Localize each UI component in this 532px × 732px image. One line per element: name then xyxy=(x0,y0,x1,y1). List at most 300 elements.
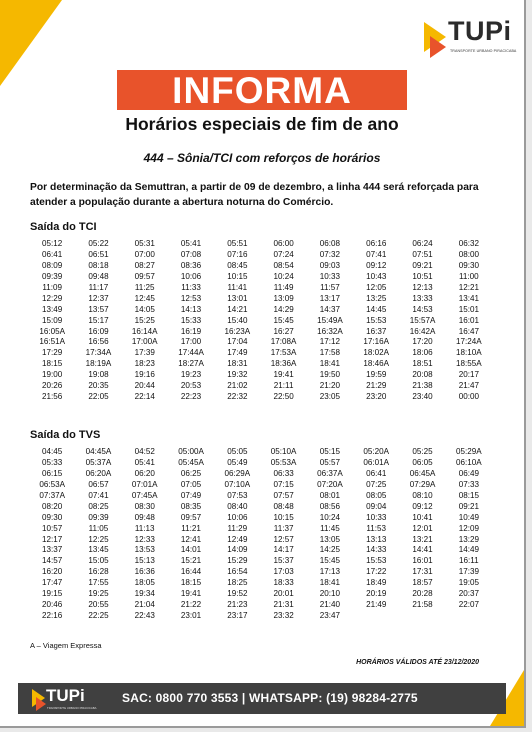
departure-time: 16:27 xyxy=(273,326,294,336)
departure-time: 18:51 xyxy=(412,359,433,369)
departure-time: 16:01 xyxy=(412,556,433,566)
departure-time: 21:47 xyxy=(458,381,479,391)
departure-time: 22:16 xyxy=(42,611,63,621)
departure-time: 15:21 xyxy=(180,556,202,566)
departure-time: 00:00 xyxy=(458,392,479,402)
departure-time: 05:29A xyxy=(455,447,482,456)
schedule-grid-tci xyxy=(29,239,492,403)
departure-time: 07:49 xyxy=(180,490,202,500)
departure-time: 09:57 xyxy=(180,512,202,522)
departure-time: 13:13 xyxy=(366,534,387,544)
departure-time: 13:53 xyxy=(134,545,155,555)
departure-time: 18:10A xyxy=(455,348,482,358)
departure-time: 14:45 xyxy=(366,304,387,314)
departure-time: 05:33 xyxy=(42,457,63,467)
departure-time: 09:21 xyxy=(458,501,479,511)
departure-time: 13:33 xyxy=(412,293,433,303)
departure-time: 05:49 xyxy=(227,457,248,467)
departure-time: 15:13 xyxy=(134,556,155,566)
departure-time: 07:41 xyxy=(366,249,387,259)
departure-time: 17:53A xyxy=(270,348,297,358)
departure-time: 23:05 xyxy=(319,392,341,402)
footer-bar xyxy=(18,683,506,714)
logo-wordmark: TUPi xyxy=(448,16,512,46)
departure-time: 09:30 xyxy=(458,260,479,270)
departure-time: 17:20 xyxy=(412,337,433,347)
departure-time: 18:23 xyxy=(134,359,155,369)
departure-time: 18:19A xyxy=(85,359,112,369)
departure-time: 11:17 xyxy=(88,282,109,292)
departure-time: 16:09 xyxy=(88,326,109,336)
departure-time: 23:40 xyxy=(412,392,433,402)
departure-time: 14:25 xyxy=(319,545,341,555)
departure-time: 10:41 xyxy=(412,512,433,522)
departure-time: 04:45 xyxy=(42,447,63,456)
departure-time: 05:53A xyxy=(270,457,297,467)
departure-time: 12:01 xyxy=(412,523,433,533)
departure-time: 09:04 xyxy=(366,501,387,511)
departure-time: 06:33 xyxy=(273,468,294,478)
logo-tagline: TRANSPORTE URBANO PIRACICABA xyxy=(450,49,517,53)
departure-time: 23:32 xyxy=(273,611,294,621)
departure-time: 19:08 xyxy=(88,370,109,380)
departure-time: 17:16A xyxy=(363,337,390,347)
departure-time: 10:49 xyxy=(458,512,479,522)
departure-time: 12:13 xyxy=(412,282,433,292)
departure-time: 21:58 xyxy=(412,600,433,610)
departure-time: 18:06 xyxy=(412,348,433,358)
departure-time: 07:51 xyxy=(412,249,433,259)
departure-time: 20:10 xyxy=(319,589,341,599)
departure-time: 07:25 xyxy=(366,479,387,489)
departure-time: 08:48 xyxy=(273,501,294,511)
departure-time: 11:41 xyxy=(227,282,248,292)
departure-time: 22:14 xyxy=(134,392,155,402)
departure-time: 07:20A xyxy=(317,479,343,489)
departure-time: 07:45A xyxy=(131,490,158,500)
departure-time: 15:09 xyxy=(42,315,63,325)
departure-time: 05:45A xyxy=(178,457,204,467)
departure-time: 16:54 xyxy=(227,567,248,577)
departure-time: 18:05 xyxy=(134,578,155,588)
departure-time: 17:31 xyxy=(412,567,433,577)
departure-time: 15:17 xyxy=(88,315,109,325)
departure-time: 11:09 xyxy=(42,282,62,292)
departure-time: 17:04 xyxy=(227,337,248,347)
departure-time: 17:03 xyxy=(273,567,294,577)
departure-time: 19:50 xyxy=(319,370,341,380)
departure-time: 06:00 xyxy=(273,239,294,248)
departure-time: 15:45 xyxy=(273,315,294,325)
departure-time: 20:19 xyxy=(366,589,387,599)
departure-time: 18:41 xyxy=(319,359,341,369)
departure-time: 15:53 xyxy=(366,556,387,566)
departure-time: 10:24 xyxy=(319,512,341,522)
departure-time: 06:32 xyxy=(458,239,479,248)
departure-time: 08:20 xyxy=(42,501,63,511)
departure-time: 15:49A xyxy=(317,315,343,325)
departure-time: 07:15 xyxy=(273,479,294,489)
departure-time: 15:45 xyxy=(319,556,341,566)
departure-time: 17:44A xyxy=(178,348,204,358)
departure-time: 17:29 xyxy=(42,348,63,358)
departure-time: 20:01 xyxy=(273,589,294,599)
departure-time: 18:41 xyxy=(319,578,341,588)
departure-time: 20:17 xyxy=(458,370,479,380)
departure-time: 21:22 xyxy=(180,600,202,610)
departure-time: 10:33 xyxy=(319,271,341,281)
departure-time: 16:47 xyxy=(458,326,479,336)
departure-time: 12:57 xyxy=(273,534,294,544)
departure-time: 15:57A xyxy=(409,315,436,325)
departure-time: 22:50 xyxy=(273,392,294,402)
departure-time: 19:16 xyxy=(134,370,155,380)
departure-time: 11:13 xyxy=(134,523,155,533)
departure-time: 21:11 xyxy=(273,381,294,391)
departure-time: 12:25 xyxy=(88,534,109,544)
departure-time: 06:01A xyxy=(363,457,390,467)
departure-time: 13:45 xyxy=(88,545,109,555)
section-title-tvs: Saída do TVS xyxy=(30,429,101,441)
departure-time: 09:57 xyxy=(134,271,155,281)
departure-time: 09:12 xyxy=(366,260,387,270)
departure-time: 11:33 xyxy=(181,282,201,292)
departure-time: 08:09 xyxy=(42,260,63,270)
departure-time: 16:44 xyxy=(180,567,202,577)
informa-banner: INFORMA xyxy=(117,70,407,110)
departure-time: 08:40 xyxy=(227,501,248,511)
footer-logo-tagline: TRANSPORTE URBANO PIRACICABA xyxy=(47,706,97,710)
departure-time: 12:29 xyxy=(42,293,63,303)
departure-time: 07:08 xyxy=(180,249,202,259)
departure-time: 16:14A xyxy=(131,326,158,336)
departure-time: 08:15 xyxy=(458,490,479,500)
departure-time: 11:25 xyxy=(134,282,155,292)
departure-time: 13:09 xyxy=(273,293,294,303)
departure-time: 16:42A xyxy=(409,326,436,336)
departure-time: 11:05 xyxy=(88,523,109,533)
departure-time: 05:12 xyxy=(42,239,63,248)
departure-time: 08:25 xyxy=(88,501,109,511)
departure-time: 14:21 xyxy=(227,304,248,314)
departure-time: 14:49 xyxy=(458,545,479,555)
departure-time: 18:25 xyxy=(227,578,248,588)
departure-time: 17:13 xyxy=(319,567,341,577)
departure-time: 11:00 xyxy=(458,271,479,281)
departure-time: 07:41 xyxy=(88,490,109,500)
departure-time: 13:25 xyxy=(366,293,387,303)
departure-time: 14:17 xyxy=(273,545,294,555)
departure-time: 21:38 xyxy=(412,381,433,391)
departure-time: 19:32 xyxy=(227,370,248,380)
departure-time: 14:37 xyxy=(319,304,341,314)
footer-contact: SAC: 0800 770 3553 | WHATSAPP: (19) 98284-2775 xyxy=(122,691,418,705)
departure-time: 15:01 xyxy=(458,304,479,314)
yellow-corner-top-left xyxy=(0,0,62,86)
departure-time: 12:53 xyxy=(180,293,202,303)
departure-time: 05:41 xyxy=(134,457,155,467)
departure-time: 16:01 xyxy=(458,315,479,325)
departure-time: 17:00A xyxy=(131,337,158,347)
departure-time: 22:32 xyxy=(227,392,248,402)
departure-time: 06:53A xyxy=(39,479,65,489)
departure-time: 06:25 xyxy=(180,468,202,478)
departure-time: 08:30 xyxy=(134,501,155,511)
departure-time: 18:49 xyxy=(366,578,387,588)
departure-time: 23:20 xyxy=(366,392,387,402)
departure-time: 18:36A xyxy=(270,359,297,369)
departure-time: 19:05 xyxy=(458,578,479,588)
departure-time: 07:16 xyxy=(227,249,248,259)
departure-time: 10:15 xyxy=(227,271,248,281)
departure-time: 06:37A xyxy=(317,468,343,478)
departure-time: 06:15 xyxy=(42,468,63,478)
departure-time: 13:41 xyxy=(458,293,479,303)
departure-time: 11:57 xyxy=(320,282,340,292)
departure-time: 08:05 xyxy=(366,490,387,500)
departure-time: 21:40 xyxy=(319,600,341,610)
departure-time: 10:57 xyxy=(42,523,63,533)
departure-time: 08:54 xyxy=(273,260,294,270)
departure-time: 13:57 xyxy=(88,304,109,314)
departure-time: 18:57 xyxy=(412,578,433,588)
departure-time: 18:15 xyxy=(180,578,202,588)
departure-time: 22:05 xyxy=(88,392,109,402)
departure-time: 09:39 xyxy=(42,271,63,281)
departure-time: 11:53 xyxy=(366,523,387,533)
departure-time: 05:00A xyxy=(178,447,204,456)
footer-logo xyxy=(32,686,102,712)
departure-time: 06:29A xyxy=(224,468,251,478)
departure-time: 15:53 xyxy=(366,315,387,325)
departure-time: 18:15 xyxy=(42,359,63,369)
departure-time: 06:05 xyxy=(412,457,433,467)
logo-arrow-inner-icon xyxy=(430,36,446,58)
departure-time: 11:49 xyxy=(273,282,294,292)
departure-time: 10:06 xyxy=(227,512,248,522)
departure-time: 21:49 xyxy=(366,600,387,610)
departure-time: 05:15 xyxy=(319,447,341,456)
departure-time: 23:47 xyxy=(319,611,341,621)
departure-time: 10:15 xyxy=(273,512,294,522)
departure-time: 17:39 xyxy=(134,348,155,358)
departure-time: 15:29 xyxy=(227,556,248,566)
departure-time: 07:33 xyxy=(458,479,479,489)
departure-time: 18:46A xyxy=(363,359,390,369)
departure-time: 19:41 xyxy=(180,589,202,599)
departure-time: 14:53 xyxy=(412,304,433,314)
departure-time: 12:41 xyxy=(180,534,202,544)
departure-time: 20:37 xyxy=(458,589,479,599)
departure-time: 06:20 xyxy=(134,468,155,478)
footer-logo-arrow-inner-icon xyxy=(36,697,46,711)
tupi-logo xyxy=(424,16,516,62)
departure-time: 08:35 xyxy=(180,501,202,511)
departure-time: 15:33 xyxy=(180,315,202,325)
departure-time: 13:21 xyxy=(412,534,433,544)
departure-time: 16:32A xyxy=(317,326,343,336)
departure-time: 14:09 xyxy=(227,545,248,555)
departure-time: 09:39 xyxy=(88,512,109,522)
departure-time: 19:52 xyxy=(227,589,248,599)
departure-time: 09:03 xyxy=(319,260,341,270)
departure-time: 15:25 xyxy=(134,315,155,325)
departure-time: 11:21 xyxy=(181,523,201,533)
departure-time: 20:26 xyxy=(42,381,63,391)
departure-time: 05:57 xyxy=(319,457,341,467)
departure-time: 10:51 xyxy=(412,271,433,281)
departure-time: 06:57 xyxy=(88,479,109,489)
departure-time: 16:51A xyxy=(39,337,65,347)
departure-time: 07:57 xyxy=(273,490,294,500)
departure-time: 16:11 xyxy=(458,556,479,566)
departure-time: 10:06 xyxy=(180,271,202,281)
departure-time: 16:20 xyxy=(42,567,63,577)
departure-time: 14:29 xyxy=(273,304,294,314)
departure-time: 07:29A xyxy=(409,479,436,489)
departure-time: 08:56 xyxy=(319,501,341,511)
departure-time: 17:22 xyxy=(366,567,387,577)
page-subtitle: Horários especiais de fim de ano xyxy=(125,114,399,134)
departure-time: 17:55 xyxy=(88,578,109,588)
departure-time: 07:10A xyxy=(224,479,251,489)
departure-time: 07:53 xyxy=(227,490,248,500)
departure-time: 17:47 xyxy=(42,578,63,588)
departure-time: 09:21 xyxy=(412,260,433,270)
footnote: A – Viagem Expressa xyxy=(30,641,102,650)
departure-time: 22:43 xyxy=(134,611,155,621)
departure-time: 21:29 xyxy=(366,381,387,391)
departure-time: 05:10A xyxy=(270,447,297,456)
departure-time: 23:01 xyxy=(180,611,202,621)
departure-time: 19:34 xyxy=(134,589,155,599)
departure-time: 07:24 xyxy=(273,249,294,259)
departure-time: 17:24A xyxy=(455,337,482,347)
departure-time: 13:49 xyxy=(42,304,63,314)
departure-time: 07:00 xyxy=(134,249,155,259)
departure-time: 12:05 xyxy=(366,282,387,292)
departure-time: 19:23 xyxy=(180,370,202,380)
departure-time: 14:05 xyxy=(134,304,155,314)
departure-time: 05:20A xyxy=(363,447,390,456)
departure-time: 13:37 xyxy=(42,545,63,555)
departure-time: 15:40 xyxy=(227,315,248,325)
departure-time: 16:23A xyxy=(224,326,251,336)
departure-time: 20:28 xyxy=(412,589,433,599)
departure-time: 20:46 xyxy=(42,600,63,610)
departure-time: 07:01A xyxy=(131,479,158,489)
departure-time: 18:31 xyxy=(227,359,248,369)
departure-time: 10:24 xyxy=(273,271,294,281)
departure-time: 21:56 xyxy=(42,392,63,402)
departure-time: 12:09 xyxy=(458,523,479,533)
departure-time: 12:49 xyxy=(227,534,248,544)
intro-paragraph: Por determinação da Semuttran, a partir de 09 de dezembro, a linha 444 será reforçada para atender a população durante a abertura noturna do Comércio. xyxy=(30,182,479,208)
departure-time: 08:18 xyxy=(88,260,109,270)
departure-time: 19:41 xyxy=(273,370,294,380)
departure-time: 20:53 xyxy=(180,381,202,391)
departure-time: 19:00 xyxy=(42,370,63,380)
departure-time: 08:00 xyxy=(458,249,479,259)
departure-time: 05:37A xyxy=(85,457,112,467)
departure-time: 09:48 xyxy=(88,271,109,281)
departure-time: 19:25 xyxy=(88,589,109,599)
departure-time: 16:37 xyxy=(366,326,387,336)
departure-time: 06:41 xyxy=(42,249,63,259)
departure-time: 08:10 xyxy=(412,490,433,500)
departure-time: 05:51 xyxy=(227,239,248,248)
departure-time: 06:08 xyxy=(319,239,341,248)
departure-time: 11:37 xyxy=(273,523,294,533)
departure-time: 06:45A xyxy=(409,468,436,478)
departure-time: 12:33 xyxy=(134,534,155,544)
departure-time: 20:35 xyxy=(88,381,109,391)
departure-time: 08:36 xyxy=(180,260,202,270)
departure-time: 16:36 xyxy=(134,567,155,577)
departure-time: 16:56 xyxy=(88,337,109,347)
departure-time: 09:12 xyxy=(412,501,433,511)
departure-time: 17:08A xyxy=(270,337,297,347)
departure-time: 18:55A xyxy=(455,359,482,369)
departure-time: 18:27A xyxy=(178,359,204,369)
departure-time: 14:33 xyxy=(366,545,387,555)
departure-time: 22:23 xyxy=(180,392,202,402)
departure-time: 21:20 xyxy=(319,381,341,391)
departure-time: 17:39 xyxy=(458,567,479,577)
departure-time: 08:27 xyxy=(134,260,155,270)
departure-time: 05:22 xyxy=(88,239,109,248)
departure-time: 17:49 xyxy=(227,348,248,358)
departure-time: 04:52 xyxy=(134,447,155,456)
departure-time: 10:33 xyxy=(366,512,387,522)
departure-time: 14:41 xyxy=(412,545,433,555)
departure-time: 05:05 xyxy=(227,447,248,456)
departure-time: 18:02A xyxy=(363,348,390,358)
departure-time: 12:37 xyxy=(88,293,109,303)
departure-time: 19:59 xyxy=(366,370,387,380)
departure-time: 23:17 xyxy=(227,611,248,621)
departure-time: 06:51 xyxy=(88,249,109,259)
line-title: 444 – Sônia/TCI com reforços de horários xyxy=(143,151,381,165)
departure-time: 12:21 xyxy=(458,282,479,292)
departure-time: 06:41 xyxy=(366,468,387,478)
departure-time: 08:45 xyxy=(227,260,248,270)
departure-time: 11:29 xyxy=(227,523,248,533)
departure-time: 22:07 xyxy=(458,600,479,610)
departure-time: 17:00 xyxy=(180,337,202,347)
departure-time: 15:37 xyxy=(273,556,294,566)
departure-time: 04:45A xyxy=(85,447,112,456)
departure-time: 10:43 xyxy=(366,271,387,281)
departure-time: 19:15 xyxy=(42,589,63,599)
departure-time: 20:08 xyxy=(412,370,433,380)
departure-time: 22:25 xyxy=(88,611,109,621)
departure-time: 05:31 xyxy=(134,239,155,248)
departure-time: 16:28 xyxy=(88,567,109,577)
departure-time: 21:23 xyxy=(227,600,248,610)
departure-time: 13:29 xyxy=(458,534,479,544)
departure-time: 07:37A xyxy=(39,490,65,500)
departure-time: 21:02 xyxy=(227,381,248,391)
departure-time: 05:41 xyxy=(180,239,202,248)
departure-time: 12:45 xyxy=(134,293,155,303)
departure-time: 15:05 xyxy=(88,556,109,566)
departure-time: 06:10A xyxy=(455,457,482,467)
valid-until: HORÁRIOS VÁLIDOS ATÉ 23/12/2020 xyxy=(356,659,479,666)
departure-time: 17:12 xyxy=(319,337,341,347)
departure-time: 06:16 xyxy=(366,239,387,248)
departure-time: 13:01 xyxy=(227,293,248,303)
